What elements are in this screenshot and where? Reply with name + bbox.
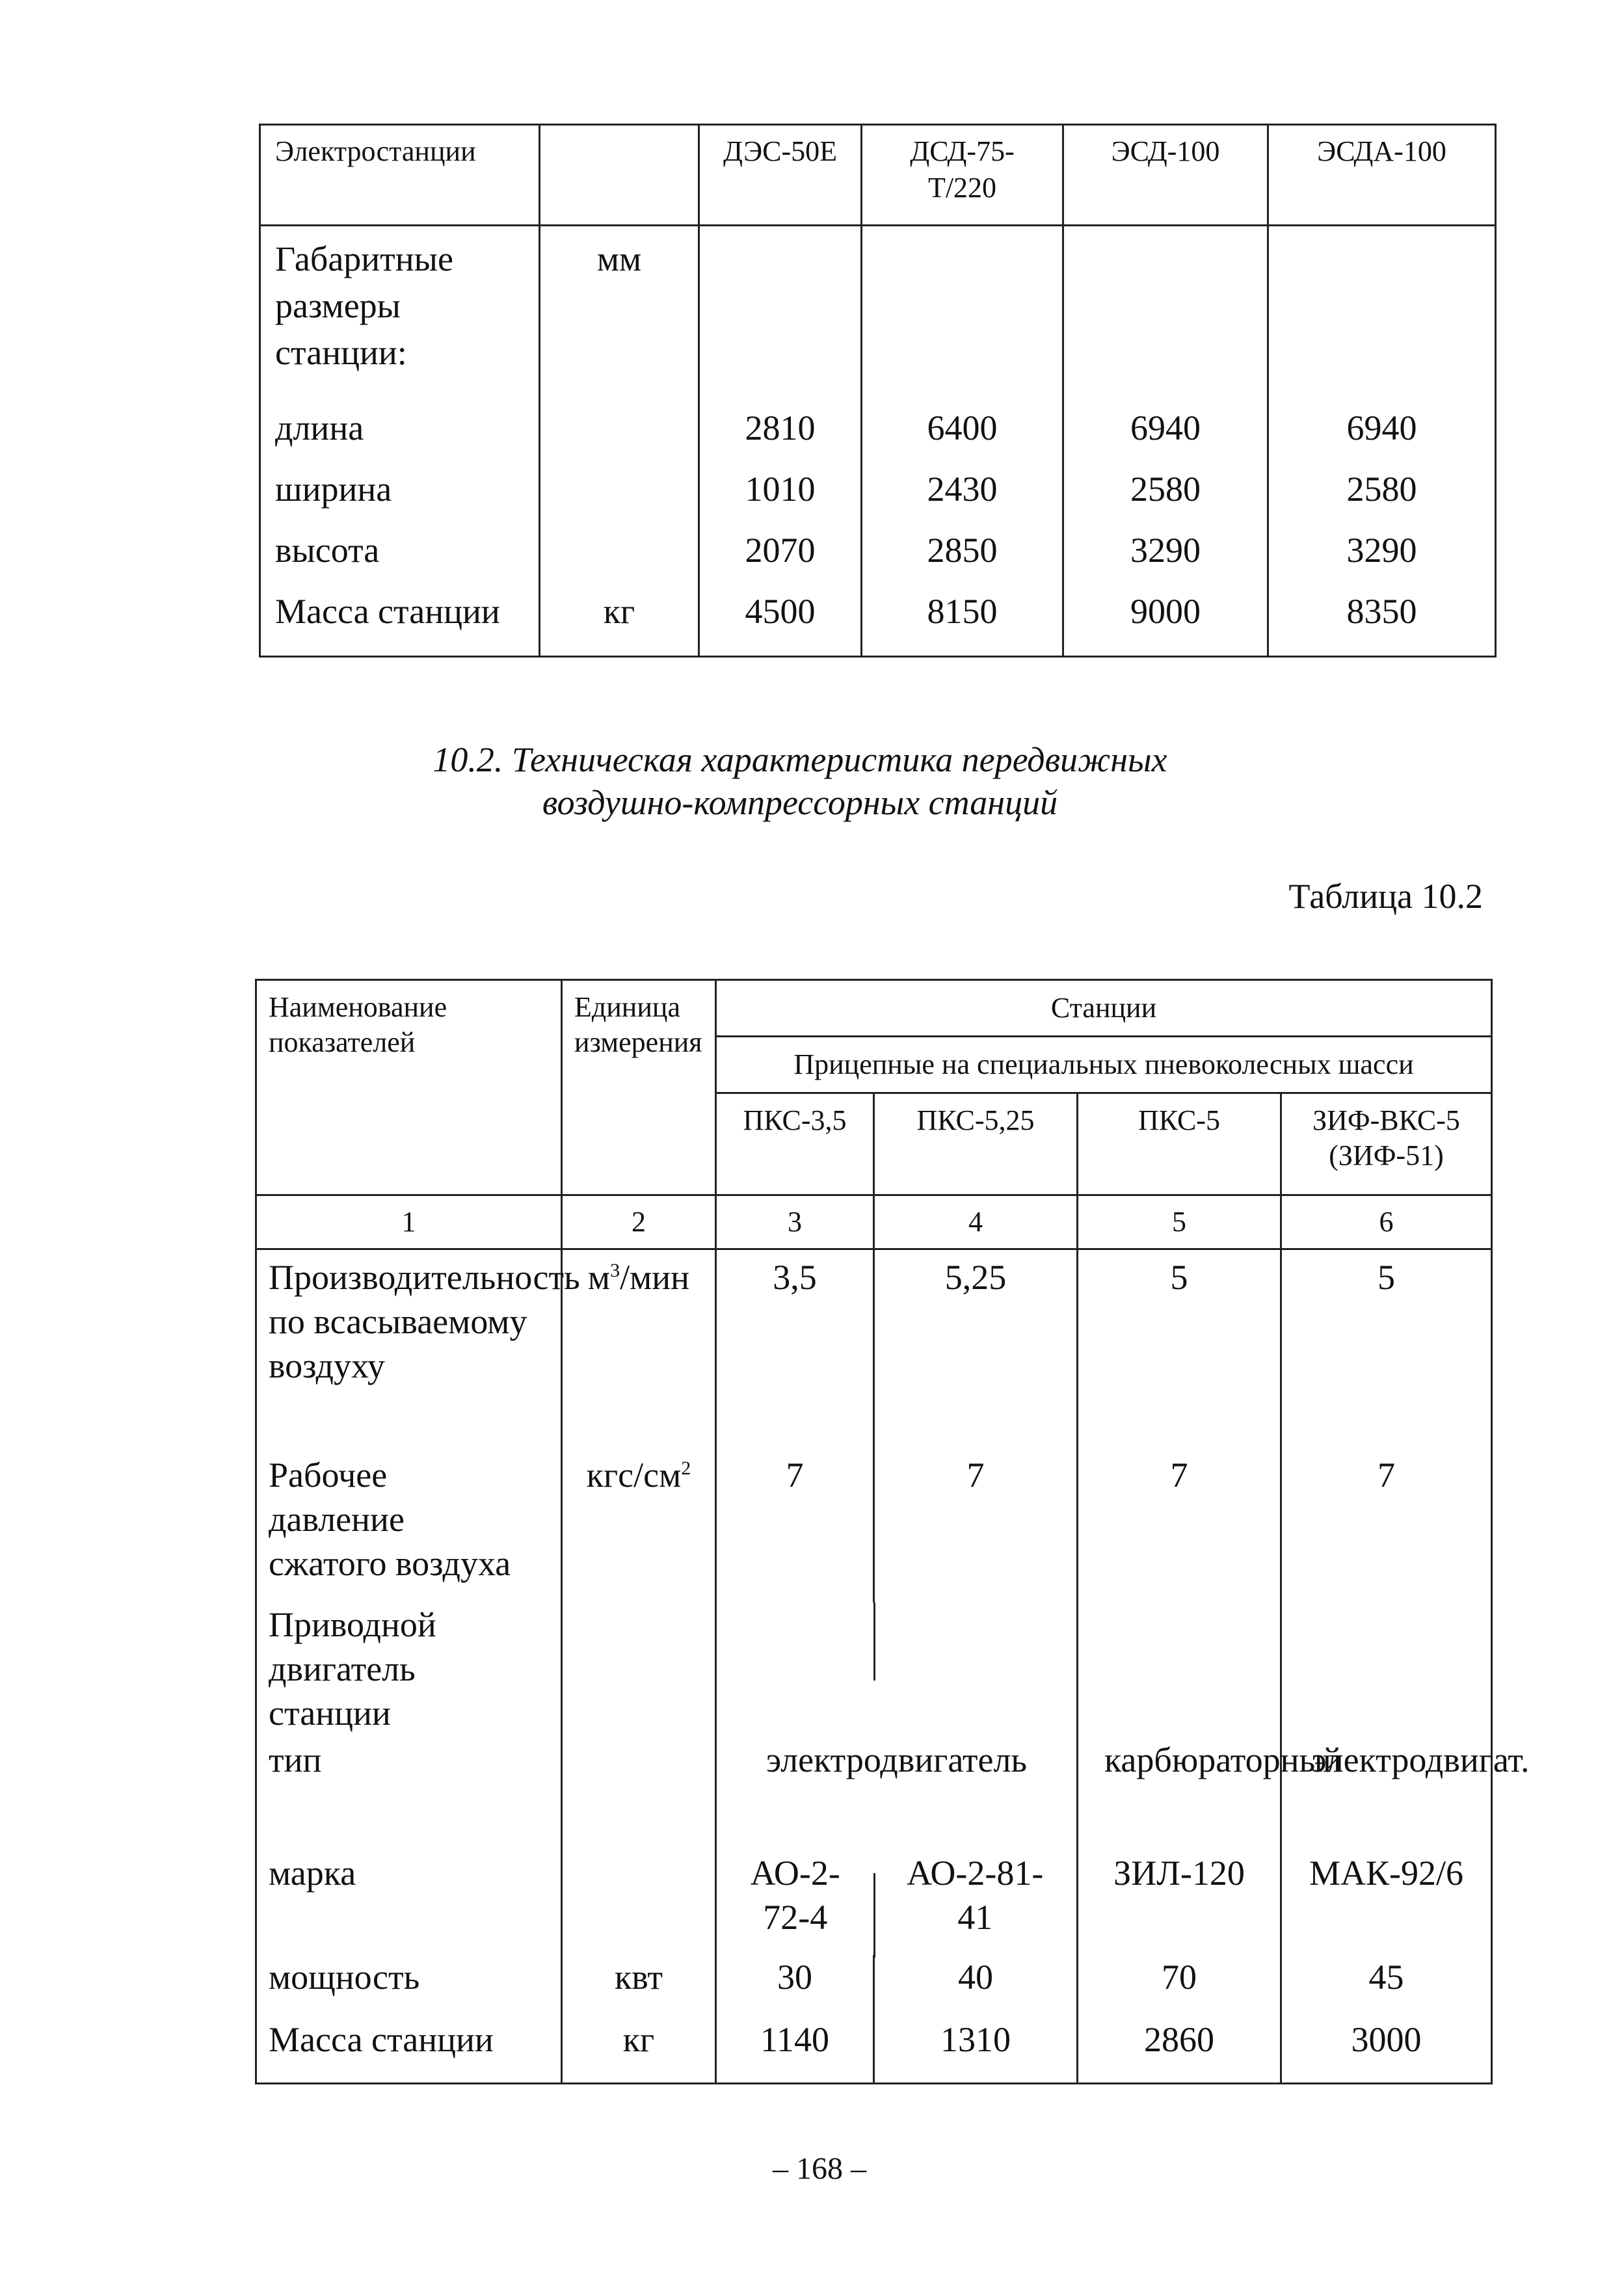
table-row — [260, 226, 1496, 405]
value-cell: 40 — [874, 1955, 1078, 2017]
value-cell: 45 — [1281, 1955, 1492, 2017]
value-cell: 5 — [1078, 1249, 1281, 1451]
row-label — [260, 226, 540, 405]
header-cell — [256, 980, 562, 1195]
header-cell: Электростанции — [260, 125, 540, 226]
header-cell: ПКС-5 — [1078, 1093, 1281, 1195]
row-label-text: Габаритные размеры станции: — [275, 239, 453, 372]
table-row — [260, 466, 1496, 527]
header-cell: ПКС-3,5 — [716, 1093, 874, 1195]
unit-text: м — [587, 1258, 611, 1297]
unit-cell — [562, 1450, 716, 1603]
value-cell: 8150 — [862, 588, 1063, 657]
unit-cell — [540, 527, 699, 588]
value-cell: 8350 — [1268, 588, 1496, 657]
caption-line: воздушно-компрессорных станций — [542, 783, 1058, 822]
value-cell: 5 — [1281, 1249, 1492, 1451]
row-label-text: Рабочее давление сжатого воздуха — [269, 1456, 511, 1583]
table-row — [256, 1450, 1492, 1603]
row-label-text: Приводной двигатель станции — [269, 1605, 436, 1733]
value-cell — [1078, 1735, 1342, 1848]
value-cell: 1310 — [874, 2017, 1078, 2084]
index-cell: 1 — [256, 1195, 562, 1249]
header-cell: Прицепные на специальных пневоколесных шасси — [716, 1037, 1492, 1093]
table-row — [256, 2017, 1492, 2084]
value-cell: 70 — [1078, 1955, 1281, 2017]
value-cell: 2860 — [1078, 2017, 1281, 2084]
table-row — [260, 405, 1496, 466]
value-cell: 7 — [874, 1450, 1078, 1603]
header-cell: ЭСД-100 — [1063, 125, 1268, 226]
unit-superscript: 2 — [681, 1457, 691, 1479]
value-cell: 2430 — [862, 466, 1063, 527]
unit-cell — [540, 466, 699, 527]
value-cell: 4500 — [699, 588, 862, 657]
index-cell: 5 — [1078, 1195, 1281, 1249]
value-text: АО-2-72-4 — [750, 1854, 840, 1937]
value-cell: 6940 — [1268, 405, 1496, 466]
index-row — [256, 1195, 1492, 1249]
value-cell: 3000 — [1281, 2017, 1492, 2084]
header-cell: ДЭС-50Е — [699, 125, 862, 226]
value-cell: 3,5 — [716, 1249, 874, 1451]
row-label — [256, 1249, 580, 1451]
unit-cell: квт — [562, 1955, 716, 2017]
value-cell: 2810 — [699, 405, 862, 466]
unit-cell — [562, 1249, 716, 1451]
value-cell: МАК-92/6 — [1281, 1848, 1492, 1955]
header-cell: ПКС-5,25 — [874, 1093, 1078, 1195]
unit-cell: мм — [540, 226, 699, 405]
row-label: мощность — [256, 1955, 562, 2017]
table-row — [260, 588, 1496, 657]
header-cell — [862, 125, 1063, 226]
table-row — [256, 1249, 1492, 1451]
unit-superscript: 3 — [610, 1260, 620, 1281]
value-cell: 9000 — [1063, 588, 1268, 657]
table-title: Таблица 10.2 — [1288, 877, 1483, 916]
value-cell: электродвигатель — [716, 1735, 1078, 1848]
header-text: ДСД-75-Т/220 — [910, 135, 1015, 204]
value-cell: 6400 — [862, 405, 1063, 466]
row-label: ширина — [260, 466, 540, 527]
row-label: высота — [260, 527, 540, 588]
caption-line: 10.2. Техническая характеристика передвижных — [433, 740, 1167, 779]
value-cell — [716, 1848, 874, 1955]
index-cell: 2 — [562, 1195, 716, 1249]
compressor-stations-table — [255, 979, 1530, 2084]
header-cell: ЭСДА-100 — [1268, 125, 1496, 226]
value-cell: ЗИЛ-120 — [1078, 1848, 1281, 1955]
value-text: электродвигат. — [1311, 1740, 1530, 1779]
value-cell: 2580 — [1063, 466, 1268, 527]
row-label: тип — [256, 1735, 562, 1848]
value-cell: 6940 — [1063, 405, 1268, 466]
row-label — [256, 1450, 562, 1603]
value-cell — [874, 1848, 1078, 1955]
row-label: длина — [260, 405, 540, 466]
header-cell — [562, 980, 716, 1195]
row-label: Масса станции — [260, 588, 540, 657]
value-cell: 1140 — [716, 2017, 874, 2084]
value-cell — [1281, 1735, 1530, 1848]
row-label-text: Производительность по всасываемому воздуху — [269, 1258, 580, 1385]
value-cell: 3290 — [1063, 527, 1268, 588]
value-text: АО-2-81-41 — [907, 1854, 1044, 1937]
unit-text: /мин — [620, 1258, 690, 1297]
value-cell: 3290 — [1268, 527, 1496, 588]
index-cell: 6 — [1281, 1195, 1492, 1249]
table-row — [260, 527, 1496, 588]
value-text: карбюраторный — [1104, 1740, 1342, 1779]
section-caption — [364, 738, 1236, 824]
unit-cell — [540, 405, 699, 466]
value-cell: 2580 — [1268, 466, 1496, 527]
value-cell: 30 — [716, 1955, 874, 2017]
table-row — [256, 1603, 1492, 1735]
value-cell: 2850 — [862, 527, 1063, 588]
value-cell: 1010 — [699, 466, 862, 527]
unit-cell: кг — [562, 2017, 716, 2084]
index-cell: 3 — [716, 1195, 874, 1249]
table-header-row — [256, 980, 1492, 1037]
header-text: Наименование показателей — [269, 991, 447, 1058]
unit-cell: кг — [540, 588, 699, 657]
value-cell: 7 — [716, 1450, 874, 1603]
page-number: – 168 – — [773, 2151, 866, 2186]
index-cell: 4 — [874, 1195, 1078, 1249]
value-cell: 5,25 — [874, 1249, 1078, 1451]
unit-text: кгс/см — [586, 1456, 682, 1495]
header-cell — [540, 125, 699, 226]
row-label: марка — [256, 1848, 562, 1955]
table-row — [256, 1735, 1492, 1848]
header-cell: Станции — [716, 980, 1492, 1037]
header-text: Единица измерения — [574, 991, 702, 1058]
power-stations-table — [259, 124, 1497, 658]
value-cell: 7 — [1281, 1450, 1492, 1603]
row-label — [256, 1603, 562, 1735]
value-cell: 2070 — [699, 527, 862, 588]
table-row — [256, 1955, 1492, 2017]
header-cell — [1281, 1093, 1492, 1195]
table-header-row — [260, 125, 1496, 226]
header-text: ЗИФ-ВКС-5 (ЗИФ-51) — [1312, 1104, 1460, 1171]
value-cell: 7 — [1078, 1450, 1281, 1603]
row-label: Масса станции — [256, 2017, 562, 2084]
table-row — [256, 1848, 1492, 1955]
